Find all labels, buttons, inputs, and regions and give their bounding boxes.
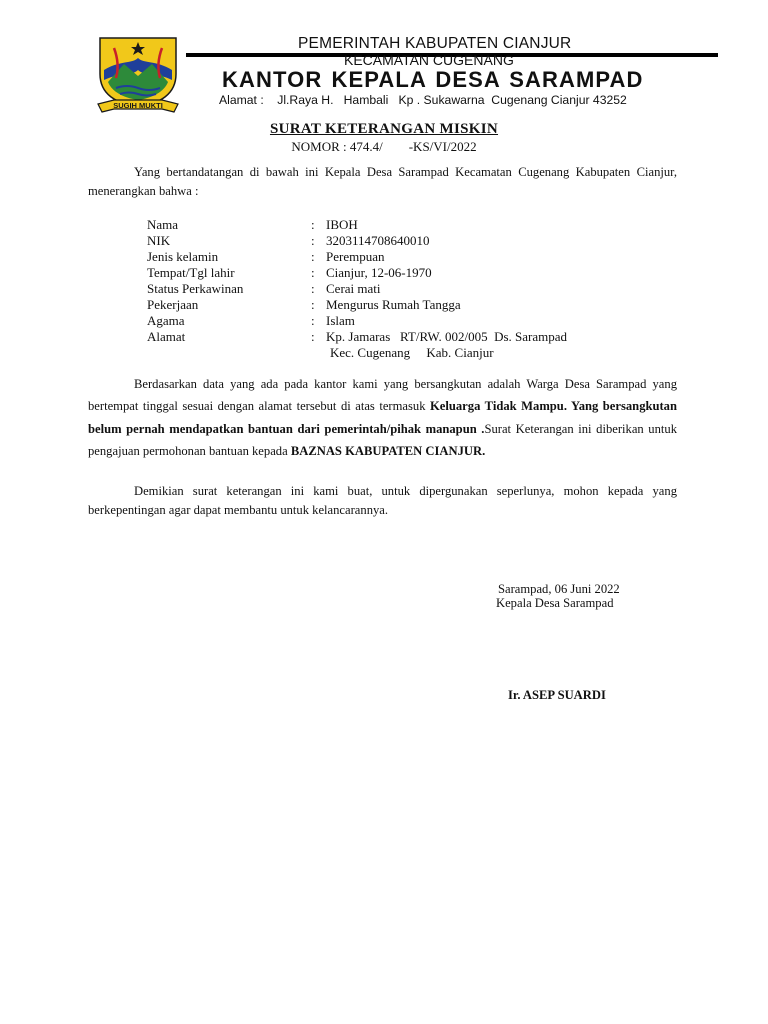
body-text-bold-recipient: BAZNAS KABUPATEN CIANJUR.: [290, 444, 486, 459]
closing-text: Demikian surat keterangan ini kami buat, untuk dipergunakan seperlunya, mohon kepada yang berkepentingan agar dapat membantu untuk kelancarannya.: [88, 484, 677, 517]
field-label-birth: Tempat/Tgl lahir: [147, 265, 235, 280]
field-value-marital: Cerai mati: [326, 281, 381, 296]
svg-text:SUGIH MUKTI: SUGIH MUKTI: [113, 101, 163, 110]
government-name: PEMERINTAH KABUPATEN CIANJUR: [298, 35, 572, 52]
field-label-marital: Status Perkawinan: [147, 281, 244, 296]
field-colon: :: [311, 265, 315, 280]
body-text-bold-status: Keluarga Tidak Mampu. Yang bersangkutan belum pernah mendapatkan bantuan dari pemerintah/pihak manapun .: [88, 399, 677, 436]
field-value-nik: 3203114708640010: [326, 233, 430, 248]
field-label-address: Alamat: [147, 329, 186, 344]
field-label-occupation: Pekerjaan: [147, 297, 199, 312]
field-value-religion: Islam: [326, 313, 355, 328]
signature-place-date: Sarampad, 06 Juni 2022: [498, 582, 620, 596]
field-label-nama: Nama: [147, 217, 179, 232]
field-label-nik: NIK: [147, 233, 171, 248]
closing-paragraph: [88, 482, 677, 519]
field-colon: :: [311, 313, 315, 328]
office-name: KANTOR KEPALA DESA SARAMPAD: [222, 67, 644, 92]
field-label-religion: Agama: [147, 313, 185, 328]
field-colon: :: [311, 233, 315, 248]
field-value-gender: Perempuan: [326, 249, 385, 264]
field-value-address-line2: Kec. Cugenang Kab. Cianjur: [330, 345, 494, 360]
field-colon: :: [311, 217, 315, 232]
field-colon: :: [311, 249, 315, 264]
letter-title: SURAT KETERANGAN MISKIN: [269, 121, 499, 137]
regency-emblem-logo: [94, 34, 182, 116]
district-name: KECAMATAN CUGENANG: [344, 52, 514, 68]
field-colon: :: [311, 281, 315, 296]
field-label-gender: Jenis kelamin: [147, 249, 219, 264]
field-colon: :: [311, 297, 315, 312]
field-value-address: Kp. Jamaras RT/RW. 002/005 Ds. Sarampad: [326, 329, 568, 344]
field-value-occupation: Mengurus Rumah Tangga: [326, 297, 461, 312]
body-text-c: Surat Keterangan ini diberikan untuk pengajuan permohonan bantuan kepada: [88, 421, 677, 459]
intro-paragraph: [88, 163, 677, 200]
body-paragraph: [88, 373, 677, 463]
field-value-nama: IBOH: [326, 217, 358, 232]
office-address: Alamat : Jl.Raya H. Hambali Kp . Sukawarna Cugenang Cianjur 43252: [219, 93, 627, 107]
intro-text: Yang bertandatangan di bawah ini Kepala Desa Sarampad Kecamatan Cugenang Kabupaten Cianjur, menerangkan bahwa :: [88, 165, 677, 198]
body-text-a: Berdasarkan data yang ada pada kantor kami yang bersangkutan adalah Warga Desa Sarampad yang bertempat tinggal sesuai dengan alamat tersebut di atas termasuk: [88, 377, 677, 414]
letter-number: NOMOR : 474.4/ -KS/VI/2022: [291, 139, 477, 154]
field-value-birth: Cianjur, 12-06-1970: [326, 265, 432, 280]
signature-title: Kepala Desa Sarampad: [496, 596, 614, 610]
signature-name: Ir. ASEP SUARDI: [508, 688, 606, 702]
field-colon: :: [311, 329, 315, 344]
